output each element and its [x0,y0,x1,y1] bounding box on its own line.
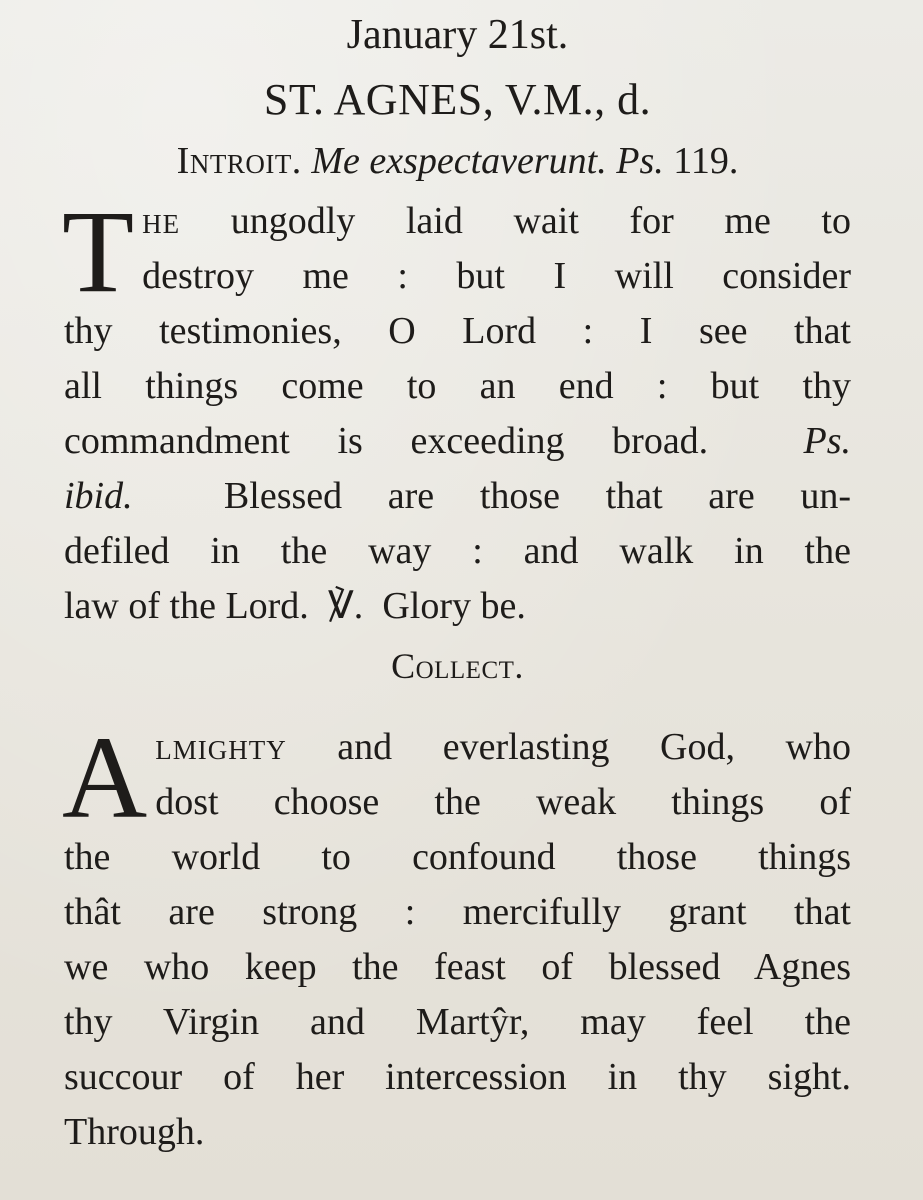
introit-label: Introit. [176,140,302,182]
collect-dropcap: A [62,712,148,843]
introit-incipit: Me exspectaverunt. [311,140,607,182]
collect-line-7: succour of her intercession in thy sight. [64,1056,851,1098]
collect-line-1: lmighty and everlasting God, who [155,726,851,768]
collect-line-2: dost choose the weak things of [155,781,851,823]
collect-line-3: the world to confound those things [64,836,851,878]
introit-line-6: ibid. Blessed are those that are un- [64,475,851,517]
introit-line-7: defiled in the way : and walk in the [64,530,851,572]
collect-line-6: thy Virgin and Martŷr, may feel the [64,1001,851,1043]
collect-line-5: we who keep the feast of blessed Agnes [64,946,851,988]
collect-heading [64,634,851,700]
introit-heading [64,120,851,182]
collect-label: Collect. [391,646,524,686]
collect-text [62,712,851,1160]
introit-line-5: commandment is exceeding broad. Ps. [64,420,851,462]
introit-line-3: thy testimonies, O Lord : I see that [64,310,851,352]
introit-text [62,186,851,634]
feast-title: ST. AGNES, V.M., d. [263,75,652,124]
versicle-symbol: ℣. [327,585,364,627]
introit-line-8: law of the Lord. ℣. Glory be. [64,579,851,634]
introit-line-1: he ungodly laid wait for me to [142,200,851,242]
introit-lead: he [142,200,181,242]
collect-line-4: thât are strong : mercifully grant that [64,891,851,933]
ibid-label: ibid. [64,475,133,517]
introit-dropcap: T [62,186,135,317]
introit-psalm-ref: Ps. 119. [616,140,739,182]
ps-label: Ps. [803,420,851,462]
introit-line-2: destroy me : but I will consider [142,255,851,297]
collect-lead: lmighty [155,726,287,768]
collect-line-8: Through. [64,1111,205,1153]
introit-line-4: all things come to an end : but thy [64,365,851,407]
feast-date: January 21st. [346,12,569,58]
